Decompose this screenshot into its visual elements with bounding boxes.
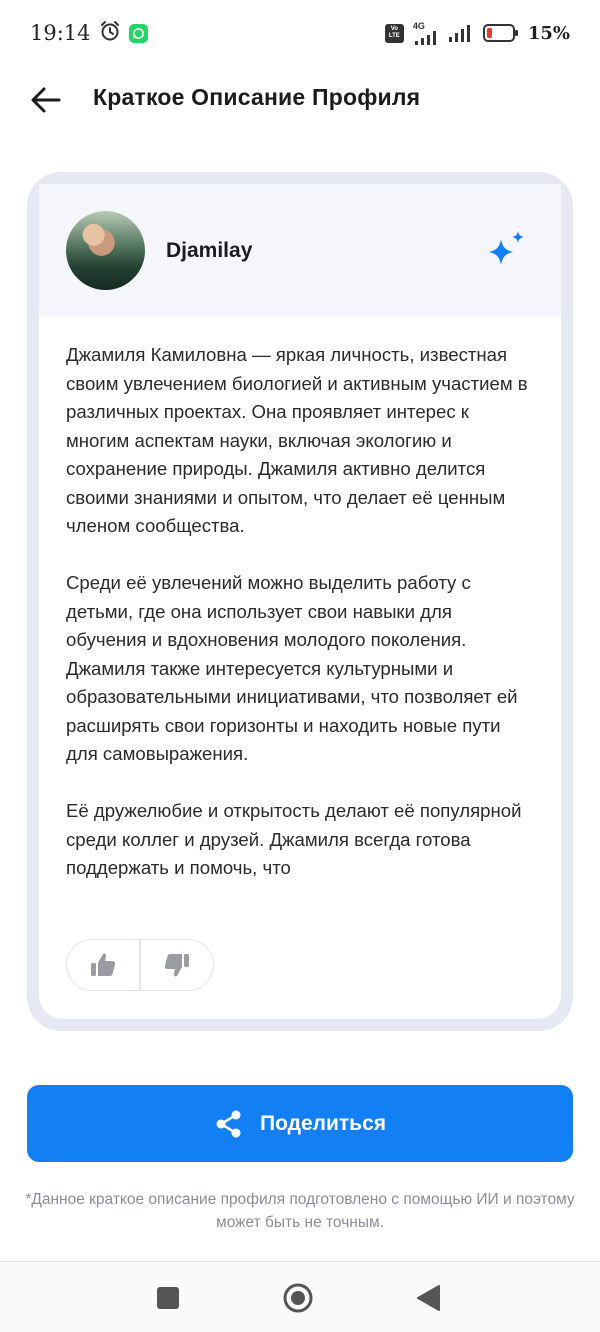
alarm-icon [99,20,121,47]
volte-icon: Vo LTE [385,24,404,43]
thumbs-down-icon [163,951,191,979]
status-bar [0,0,600,66]
header [0,66,600,132]
dislike-button[interactable] [141,940,213,990]
share-button[interactable] [27,1085,573,1162]
recent-apps-button[interactable] [152,1282,184,1314]
back-nav-button[interactable] [412,1282,444,1314]
card-header [39,184,561,317]
profile-summary-card [27,172,573,1031]
like-button[interactable] [67,940,139,990]
home-circle-icon [282,1282,314,1314]
share-button-label: Поделиться [259,1111,387,1135]
signal-icon-2 [448,24,474,42]
ai-disclaimer: *Данное краткое описание профиля подготовлено с помощью ИИ и поэтому может быть не точным. [25,1191,575,1231]
whatsapp-icon [129,24,148,43]
sparkle-icon [483,227,531,275]
system-nav-bar [0,1261,600,1332]
signal-icon [413,31,439,45]
page-title: Краткое Описание Профиля [93,84,421,110]
network-type: 4G [412,20,425,31]
status-time: 19:14 [30,21,91,45]
share-icon [214,1109,244,1139]
thumbs-up-icon [89,951,117,979]
back-button[interactable] [30,84,62,116]
arrow-left-icon [31,87,61,113]
status-right [385,22,570,45]
network-indicator [413,22,439,45]
summary-paragraph: Среди её увлечений можно выделить работу с детьми, где она использует свои навыки для обучения и вдохновения молодого поколения. Джамиля также интересуется культурными и образовательными инициативами, что позволяет ей расширять свои горизонты и находить новые пути для самовыражения. [66,572,518,764]
triangle-back-icon [415,1284,441,1312]
feedback-buttons [66,939,214,991]
battery-percent: 15% [527,22,570,44]
square-icon [156,1286,180,1310]
summary-paragraph: Её дружелюбие и открытость делают её популярной среди коллег и друзей. Джамиля всегда готова поддержать и помочь, что [66,800,522,878]
username: Djamilay [166,239,253,262]
card-inner [39,184,561,1019]
status-left [30,20,148,47]
home-button[interactable] [282,1282,314,1314]
avatar[interactable] [66,211,145,290]
summary-paragraph: Джамиля Камиловна — яркая личность, известная своим увлечением биологией и активным участием в различных проектах. Она проявляет интерес к многим аспектам науки, включая экологию и сохранение природы. Джамиля активно делится своими знаниями и опытом, что делает её ценным членом сообщества. [66,344,528,536]
summary-text [66,341,536,878]
battery-icon [483,24,519,42]
